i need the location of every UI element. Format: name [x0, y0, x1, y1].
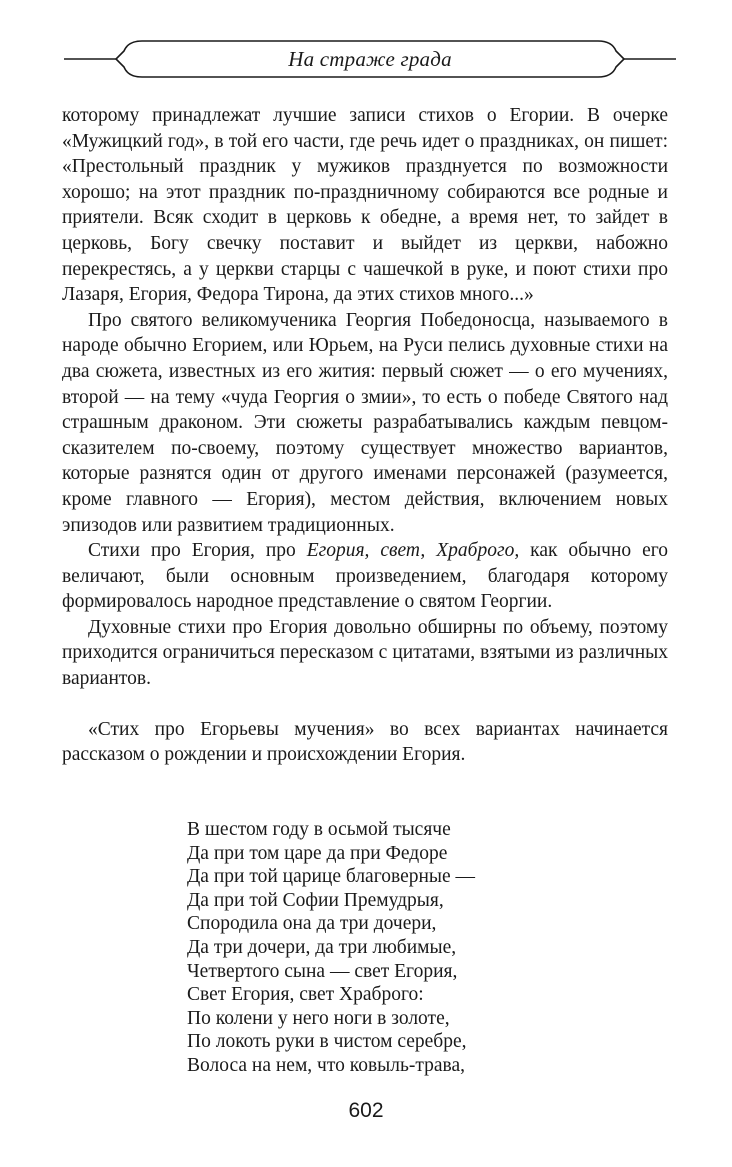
paragraph: [62, 538, 668, 615]
body-text: [62, 103, 668, 768]
poem-line: Свет Егория, свет Храброго:: [187, 984, 424, 1006]
poem-line: Волоса на нем, что ковыль-трава,: [187, 1054, 466, 1076]
poem-line: Да при том царе да при Федоре: [187, 842, 448, 864]
paragraph: Про святого великомученика Георгия Победоносца, называемого в народе обычно Егорием, или Юрьем, на Руси пелись духовные стихи на два сюжета, известных из его жития: первый сюжет — о его мучениях, второй — на тему «чуда Георгия о змии», то есть о победе Святого над страшным драконом. Эти сюжеты разрабатывались каждым певцом-сказителем по-своему, поэтому существует множество вариантов, которые разнятся один от другого именами персонажей (разумеется, кроме главного — Егория), местом действия, включением новых эпизодов или развитием традиционных.: [62, 309, 668, 536]
poem-line: Да при той Софии Премудрыя,: [187, 889, 444, 911]
header-title: На страже града: [288, 47, 452, 71]
running-header: [64, 38, 676, 82]
poem-line: По локоть руки в чистом серебре,: [187, 1031, 467, 1053]
page-number: 602: [348, 1099, 384, 1122]
poem: [187, 818, 607, 1078]
poem-line: В шестом году в осьмой тысяче: [187, 819, 451, 840]
paragraph-text: Стихи про Егория, про: [88, 540, 307, 562]
paragraph-emphasis: Егория, свет, Храброго,: [306, 540, 520, 562]
poem-line: Да при той царице благоверные —: [187, 866, 476, 888]
paragraph: Духовные стихи про Егория довольно обширны по объему, поэтому приходится ограничиться пересказом с цитатами, взятыми из различных вариантов.: [62, 616, 668, 690]
poem-line: Да три дочери, да три любимые,: [187, 936, 457, 958]
paragraph: которому принадлежат лучшие записи стихов о Егории. В очерке «Мужицкий год», в той его части, где речь идет о праздниках, он пишет: «Престольный праздник у мужиков празднуется по возможности хорошо; на этот праздник по-праздничному собираются все родные и приятели. Всяк сходит в церковь к обедне, а время нет, то зайдет в церковь, Богу свечку поставит и выйдет из церкви, набожно перекрестясь, а у церкви старцы с чашечкой в руке, и поют стихи про Лазаря, Егория, Федора Тирона, да этих стихов много...»: [62, 105, 668, 306]
poem-line: Спородила она да три дочери,: [187, 913, 437, 935]
poem-line: Четвертого сына — свет Егория,: [187, 960, 458, 982]
paragraph-text: как обычно его величают, были основным произведением, благодаря которому формировалось народное представление о святом Георгии.: [62, 540, 668, 613]
poem-line: По колени у него ноги в золоте,: [187, 1007, 450, 1029]
paragraph: «Стих про Егорьевы мучения» во всех вариантах начинается рассказом о рождении и происхождении Егория.: [62, 718, 668, 766]
